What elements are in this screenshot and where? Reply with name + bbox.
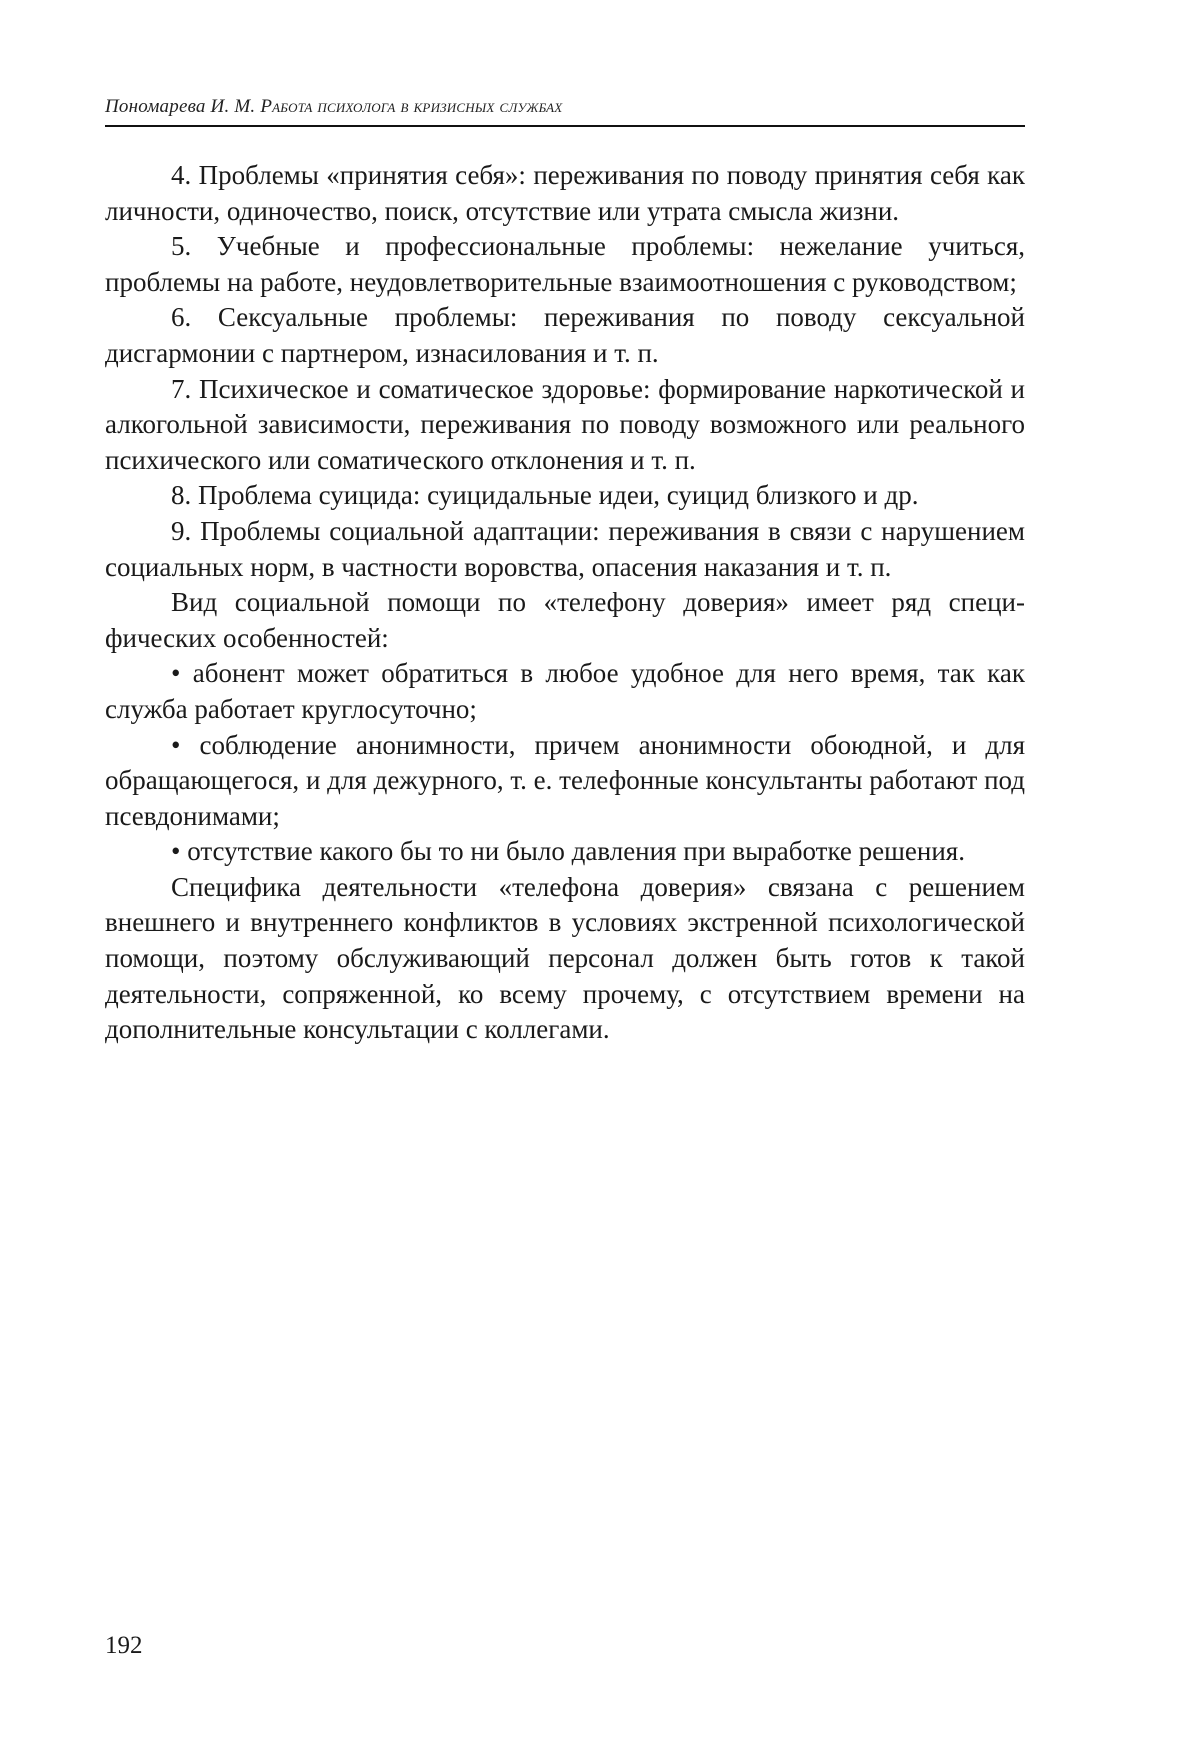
bullet-item-anytime: • абонент может обратиться в любое удобное для него время, так как служба работает круглосуточно; (105, 656, 1025, 727)
bullet-item-no-pressure: • отсутствие какого бы то ни было давления при выработке решения. (105, 834, 1025, 870)
paragraph-9-social-adaptation: 9. Проблемы социальной адаптации: переживания в связи с нару­шением социальных норм, в частности воровства, опасения наказания и т. п. (105, 514, 1025, 585)
header-title: Работа психолога в кризисных службах (260, 96, 562, 117)
paragraph-hotline-specifics: Специфика деятельности «телефона доверия» связана с решением внешнего и внутреннего конфликтов в условиях экстренной психоло­гической помощи, поэтому обслуживающий персонал должен быть го­тов к такой деятельности, сопряженной, ко всему прочему, с отсутстви­ем времени на дополнительные консультации с коллегами. (105, 870, 1025, 1048)
body-text (105, 158, 1025, 1048)
header-rule (105, 125, 1025, 127)
page-number: 192 (105, 1632, 143, 1660)
header-author: Пономарева И. М. (105, 96, 255, 117)
paragraph-7-health: 7. Психическое и соматическое здоровье: формирование наркоти­ческой и алкогольной зависимости, переживания по поводу возмож­ного или реального психического или соматического отклонения и т. п. (105, 372, 1025, 479)
paragraph-6-sexual: 6. Сексуальные проблемы: переживания по поводу сексуальной дисгармонии с партнером, изнасилования и т. п. (105, 300, 1025, 371)
paragraph-service-features-intro: Вид социальной помощи по «телефону доверия» имеет ряд специ­фических особенностей: (105, 585, 1025, 656)
bullet-item-anonymity: • соблюдение анонимности, причем анонимности обоюдной, и для обращающегося, и для дежурного, т. е. телефонные консультанты работают под псевдонимами; (105, 728, 1025, 835)
paragraph-4-self-acceptance: 4. Проблемы «принятия себя»: переживания по поводу принятия себя как личности, одиночество, поиск, отсутствие или утрата смысла жизни. (105, 158, 1025, 229)
paragraph-5-study-work: 5. Учебные и профессиональные проблемы: нежелание учить­ся, проблемы на работе, неудовлетворительные взаимоотношения с руководством; (105, 229, 1025, 300)
paragraph-8-suicide: 8. Проблема суицида: суицидальные идеи, суицид близкого и др. (105, 478, 1025, 514)
running-header (105, 96, 1025, 118)
